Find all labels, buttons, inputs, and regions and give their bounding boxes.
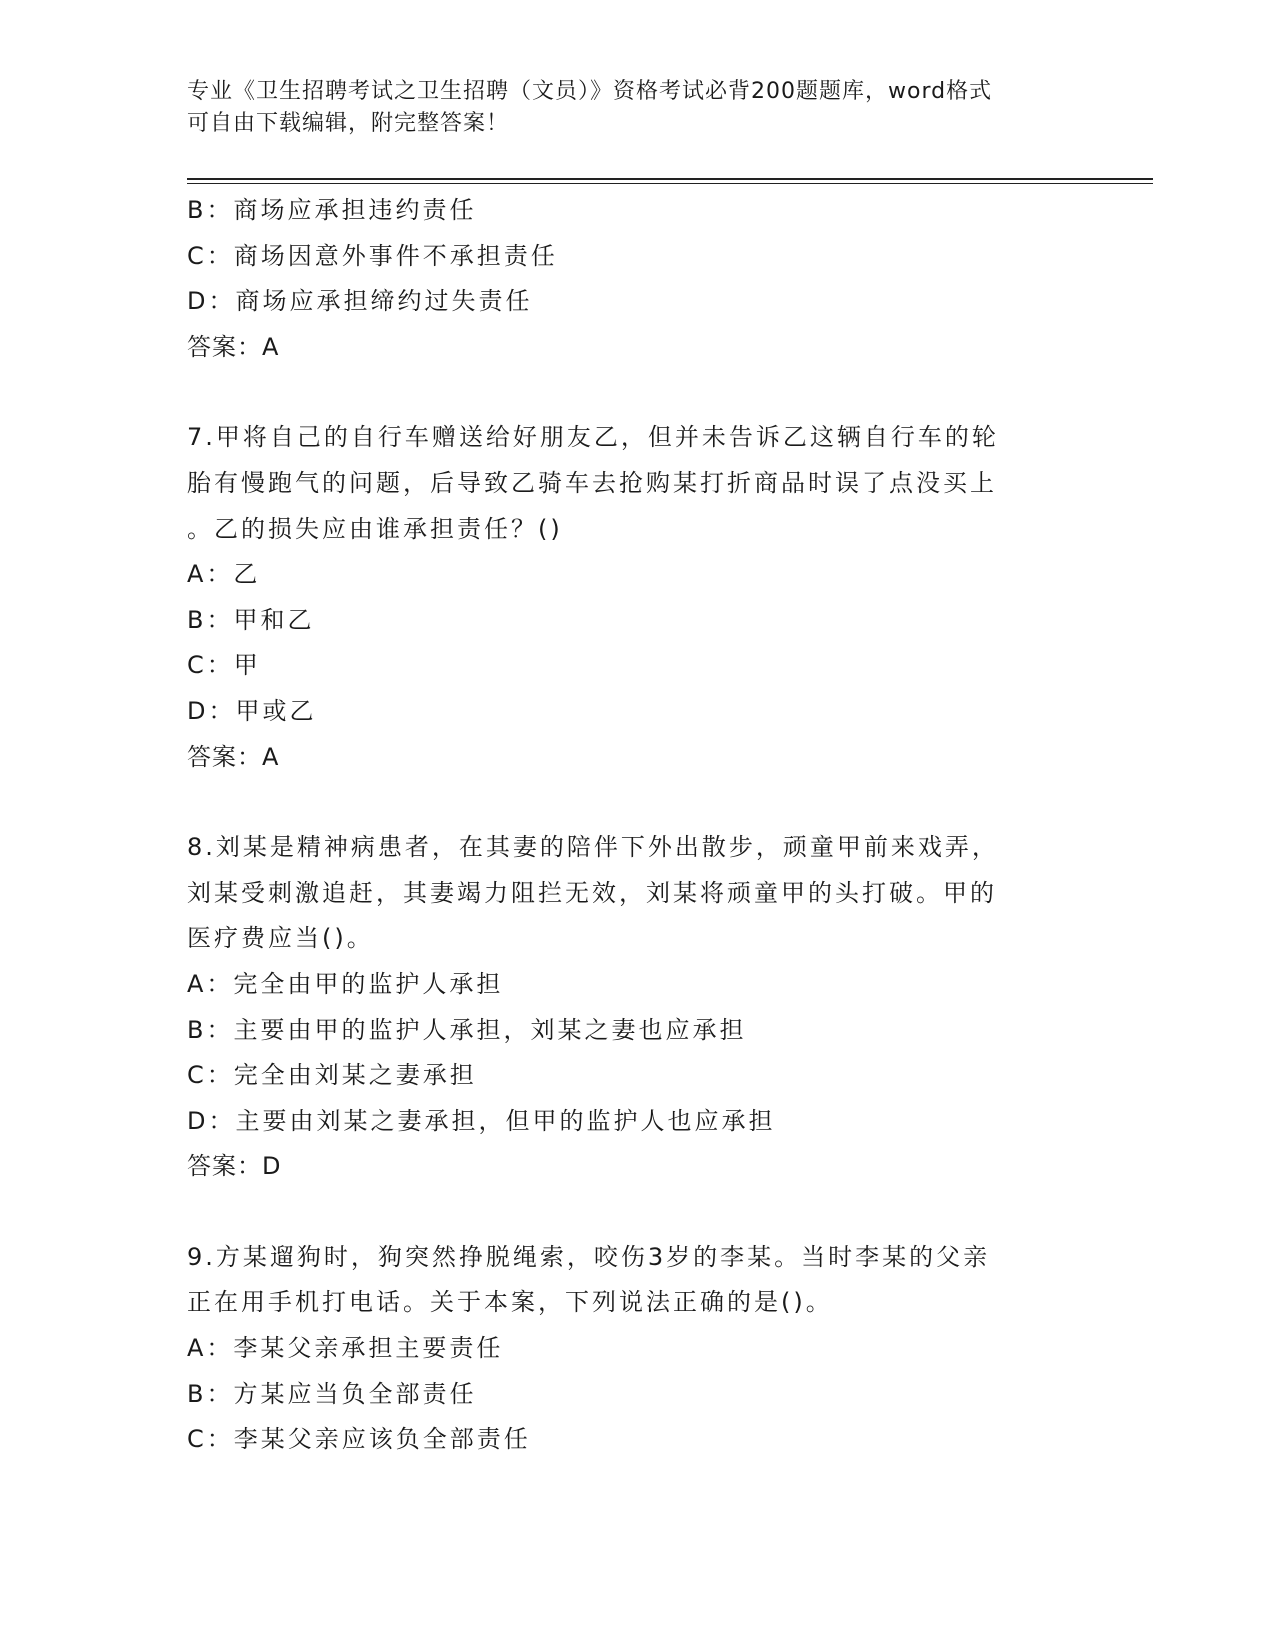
option-b: B：商场应承担违约责任 xyxy=(187,196,477,224)
option-c: C：商场因意外事件不承担责任 xyxy=(187,241,558,270)
spacer xyxy=(187,370,1067,415)
question-stem-line: 7.甲将自己的自行车赠送给好朋友乙，但并未告诉乙这辆自行车的轮 xyxy=(187,423,999,452)
option-b: B：方某应当负全部责任 xyxy=(187,1379,477,1408)
option-c: C：李某父亲应该负全部责任 xyxy=(187,1425,531,1454)
answer: 答案：A xyxy=(187,742,280,771)
question-stem-line: 胎有慢跑气的问题，后导致乙骑车去抢购某打折商品时误了点没买上 xyxy=(187,468,997,497)
option-c: C：甲 xyxy=(187,651,261,680)
option-a: A：乙 xyxy=(187,560,261,589)
option-d: D：甲或乙 xyxy=(187,696,317,725)
header-rule-thin xyxy=(187,183,1153,184)
question-stem-line: 9.方某遛狗时，狗突然挣脱绳索，咬伤3岁的李某。当时李某的父亲 xyxy=(187,1242,991,1271)
header-rule-thick xyxy=(187,178,1153,180)
question-7 xyxy=(187,415,1067,780)
question-stem-line: 8.刘某是精神病患者，在其妻的陪伴下外出散步，顽童甲前来戏弄， xyxy=(187,833,999,862)
question-stem-line: 。乙的损失应由谁承担责任？() xyxy=(187,514,563,543)
option-c: C：完全由刘某之妻承担 xyxy=(187,1061,477,1090)
spacer xyxy=(187,780,1067,825)
option-d: D：商场应承担缔约过失责任 xyxy=(187,287,533,316)
document-header xyxy=(187,76,1067,140)
spacer xyxy=(187,1190,1067,1235)
question-stem-line: 刘某受刺激追赶，其妻竭力阻拦无效，刘某将顽童甲的头打破。甲的 xyxy=(187,878,997,907)
option-d: D：主要由刘某之妻承担，但甲的监护人也应承担 xyxy=(187,1106,776,1135)
question-9 xyxy=(187,1235,1067,1463)
question-6 xyxy=(187,188,1067,370)
option-b: B：甲和乙 xyxy=(187,605,315,634)
option-a: A：李某父亲承担主要责任 xyxy=(187,1334,504,1363)
option-b: B：主要由甲的监护人承担，刘某之妻也应承担 xyxy=(187,1015,747,1044)
answer: 答案：A xyxy=(187,332,280,361)
answer: 答案：D xyxy=(187,1152,282,1181)
header-title-line-2: 可自由下载编辑，附完整答案！ xyxy=(187,111,510,136)
question-stem-line: 正在用手机打电话。关于本案，下列说法正确的是()。 xyxy=(187,1288,833,1317)
option-a: A：完全由甲的监护人承担 xyxy=(187,969,504,998)
question-8 xyxy=(187,825,1067,1190)
header-title-line-1: 专业《卫生招聘考试之卫生招聘（文员）》资格考试必背200题题库，word格式 xyxy=(187,79,993,104)
question-list xyxy=(187,188,1067,1463)
question-stem-line: 医疗费应当()。 xyxy=(187,924,374,953)
